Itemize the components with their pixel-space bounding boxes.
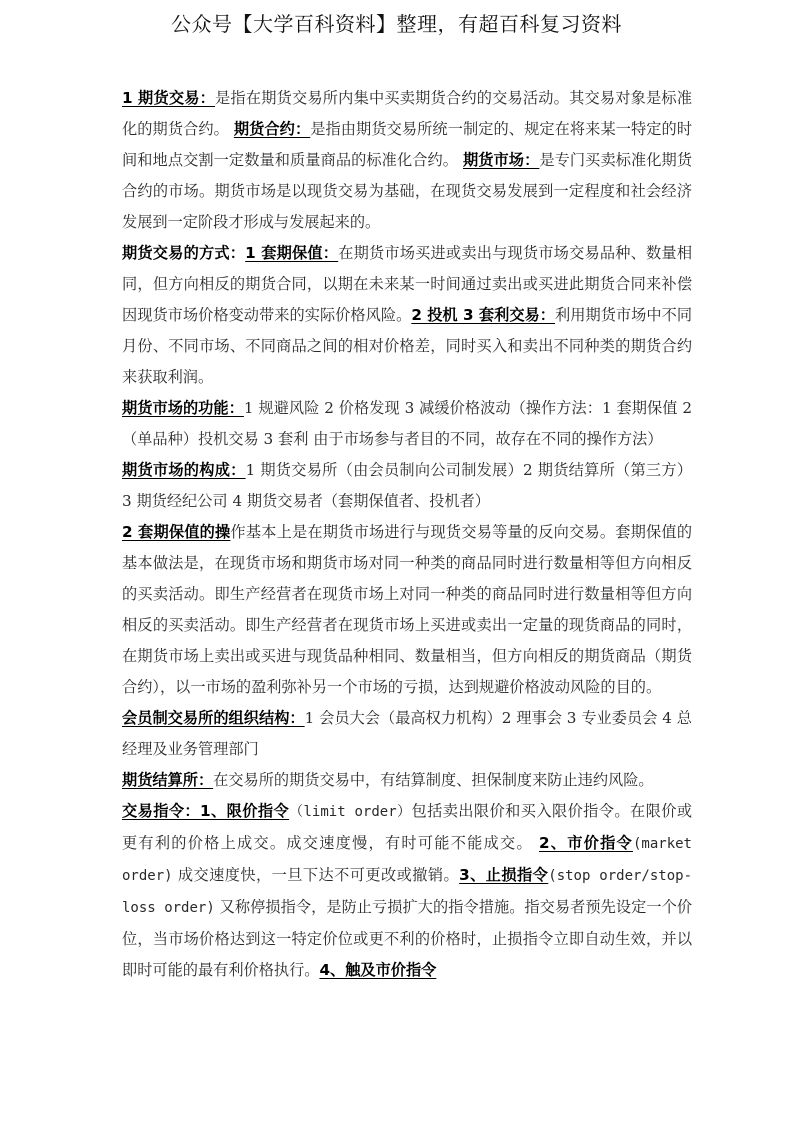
text: 成交速度快，一旦下达不可更改或撤销。 [172, 866, 460, 884]
page-header: 公众号【大学百科资料】整理，有超百科复习资料 [171, 12, 622, 36]
term-stop-order: 3、止损指令 [459, 866, 549, 884]
term-futures-trading: 1 期货交易： [122, 89, 216, 107]
term-speculation-arbitrage: 2 投机 3 套利交易： [411, 306, 556, 324]
text: 1 会员大会（最高权力机构）2 理事会 3 专业委员会 4 总经理及业务管理部门 [122, 709, 692, 758]
term-hedging: 1 套期保值： [245, 244, 339, 262]
text: 1 规避风险 2 价格发现 3 减缓价格波动（操作方法：1 套期保值 2（单品种）投机交易 3 套利 由于市场参与者目的不同，故存在不同的操作方法） [122, 399, 693, 448]
text: 包括卖出限价和买入限价指令。在限价或更有利的价格上成交。成交速度慢，有时可能不能成交。 [122, 802, 693, 852]
paragraph-trading-methods [122, 238, 692, 393]
paragraph-clearing-house [122, 765, 692, 796]
term-futures-contract: 期货合约： [233, 120, 311, 138]
heading-trading-methods: 期货交易的方式： [122, 244, 246, 262]
paragraph-market-functions [122, 393, 692, 455]
text: 利用期货市场中不同月份、不同市场、不同商品之间的相对价格差，同时买入和卖出不同种类的期货合约来获取利润。 [122, 306, 693, 386]
term-market-functions: 期货市场的功能： [122, 399, 244, 417]
text: 是指由期货交易所统一制定的、规定在将来某一特定的时间和地点交割一定数量和质量商品的标准化合约。 [122, 120, 693, 169]
term-clearing-house: 期货结算所： [122, 771, 214, 789]
text-market-order-en: (market order) [122, 836, 692, 884]
term-market-composition: 期货市场的构成： [122, 461, 246, 479]
paragraph-market-composition [122, 455, 692, 517]
paragraph-hedging-operation [122, 517, 692, 703]
term-market-order: 2、市价指令 [538, 834, 633, 852]
term-futures-market: 期货市场： [462, 151, 540, 169]
term-market-if-touched-order: 4、触及市价指令 [319, 961, 437, 979]
text: 是指在期货交易所内集中买卖期货合约的交易活动。其交易对象是标准化的期货合约。 [122, 89, 693, 138]
text: 作基本上是在期货市场进行与现货交易等量的反向交易。套期保值的基本做法是，在现货市场和期货市场对同一种类的商品同时进行数量相等但方向相反的买卖活动。即生产经营者在现货市场上对同一种类的商品同时进行数量相等但方向相反的买卖活动。即生产经营者在现货市场上买进或卖出一定量的现货商品的同时，在期货市场上卖出或买进与现货品种相同、数量相当，但方向相反的期货商品（期货合约），以一市场的盈利弥补另一个市场的亏损，达到规避价格波动风险的目的。 [122, 523, 693, 696]
term-hedging-operation: 2 套期保值的操 [122, 523, 231, 541]
text-limit-order-en: （limit order） [289, 804, 412, 820]
document-body [122, 83, 692, 986]
term-exchange-structure: 会员制交易所的组织结构： [122, 709, 305, 727]
text: 在交易所的期货交易中，有结算制度、担保制度来防止违约风险。 [213, 771, 654, 789]
term-limit-order: 交易指令：1、限价指令 [122, 802, 290, 820]
paragraph-trading-orders [122, 796, 692, 986]
text: 是专门买卖标准化期货合约的市场。期货市场是以现货交易为基础，在现货交易发展到一定程度和社会经济发展到一定阶段才形成与发展起来的。 [122, 151, 693, 231]
paragraph-exchange-structure [122, 703, 692, 765]
text-stop-order-en: (stop order/stop-loss order) [122, 868, 692, 916]
text: 又称停损指令，是防止亏损扩大的指令措施。指交易者预先设定一个价位，当市场价格达到这一特定价位或更不利的价格时，止损指令立即自动生效，并以即时可能的最有利价格执行。 [122, 898, 693, 979]
text: 1 期货交易所（由会员制向公司制发展）2 期货结算所（第三方）3 期货经纪公司 4 期货交易者（套期保值者、投机者） [122, 461, 693, 510]
paragraph-futures-definition [122, 83, 692, 238]
text: 在期货市场买进或卖出与现货市场交易品种、数量相同，但方向相反的期货合同，以期在未来某一时间通过卖出或买进此期货合同来补偿因现货市场价格变动带来的实际价格风险。 [122, 244, 693, 324]
